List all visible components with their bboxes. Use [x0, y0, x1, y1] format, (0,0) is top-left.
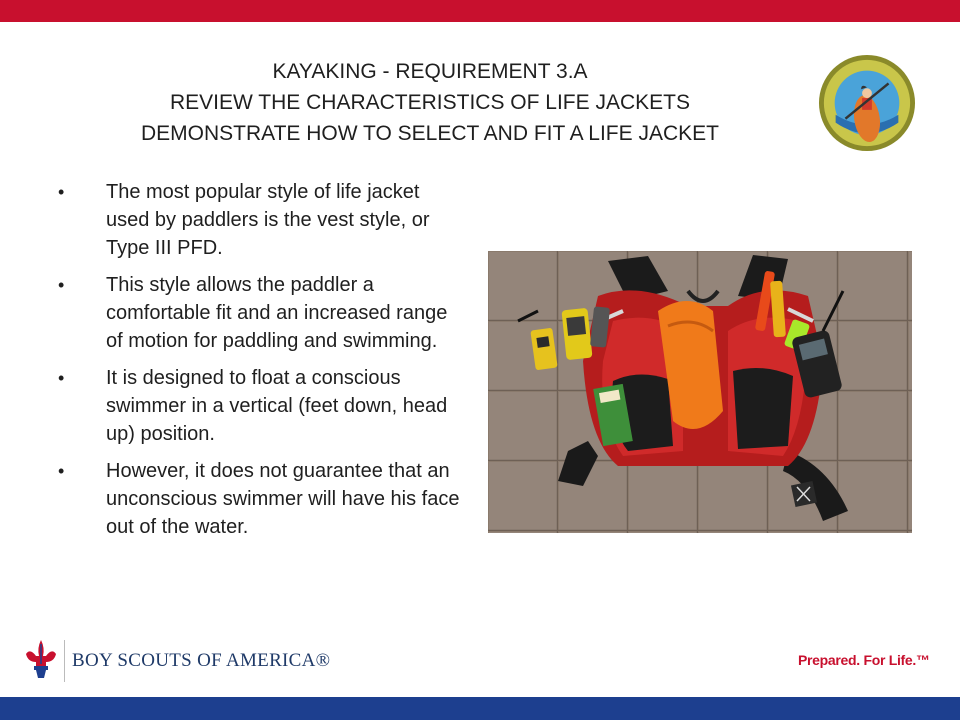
bottom-blue-bar [0, 697, 960, 720]
kayaking-merit-badge-icon [818, 54, 916, 152]
bullet-marker: • [58, 461, 65, 481]
title-line-1: KAYAKING - REQUIREMENT 3.A [272, 60, 588, 83]
bsa-fleur-de-lis-icon [24, 638, 58, 680]
title-line-2: REVIEW THE CHARACTERISTICS OF LIFE JACKETS [169, 91, 691, 114]
bullet-marker: • [58, 182, 65, 202]
org-name: BOY SCOUTS OF AMERICA® [72, 650, 331, 671]
life-jacket-photo [488, 251, 912, 533]
bullet-list [58, 178, 468, 550]
bullet-text: It is designed to float a conscious swimmer in a vertical (feet down, head up) position. [106, 367, 448, 445]
list-item [58, 364, 468, 448]
bullet-marker: • [58, 275, 65, 295]
list-item [58, 271, 468, 355]
slide-title [60, 56, 800, 149]
bullet-text: The most popular style of life jacket used by paddlers is the vest style, or Type III PFD. [106, 181, 430, 259]
bullet-marker: • [58, 368, 65, 388]
tagline: Prepared. For Life.™ [798, 652, 930, 668]
title-line-3: DEMONSTRATE HOW TO SELECT AND FIT A LIFE JACKET [140, 122, 719, 145]
bullet-text: This style allows the paddler a comfortable fit and an increased range of motion for paddling and swimming. [106, 274, 448, 352]
bullet-text: However, it does not guarantee that an unconscious swimmer will have his face out of the water. [106, 460, 460, 538]
top-red-bar [0, 0, 960, 22]
list-item [58, 178, 468, 262]
footer-divider [64, 640, 65, 682]
list-item [58, 457, 468, 541]
